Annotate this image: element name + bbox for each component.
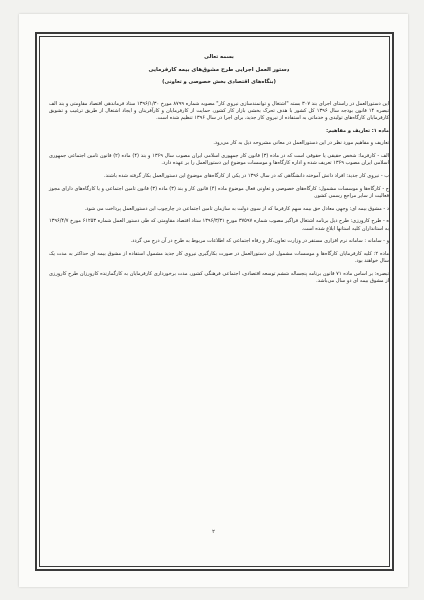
bismillah-heading: بسمه تعالی — [204, 54, 234, 60]
intro-paragraph: این دستورالعمل در راستای اجرای بند ۳۰۷ بسته "اشتغال و توانمندسازی نیروی کار" مصوبه شماره ۸۷۹۹ مورخ ۱۳۹۶/۱/۳۰ ستاد فرماندهی اقتصاد مقاومتی و بند الف تبصره ۱۴ قانون بودجه سال ۱۳۹۶ کل کشور با هدف تحرک بخشی بازار کار کشور، حمایت از کارفرمایان و کارآفرینان و ایجاد اشتغال از طریق ترغیب و تشویق کارفرمایان کارگاه‌های تولیدی و خدماتی به استفاده از نیروی کار جدید، برای اجرا در سال ۱۳۹۶ تنظیم شده است. — [49, 100, 390, 122]
document-subtitle: (بنگاه‌های اقتصادی بخش خصوصی و تعاونی) — [162, 79, 276, 86]
definition-alef: الف - کارفرما: شخص حقیقی یا حقوقی است که در ماده (۳) قانون کار جمهوری اسلامی ایران مصوب سال ۱۳۶۹ و بند (۴) ماده (۲) قانون تامین اجتماعی جمهوری اسلامی ایران مصوب ۱۳۶۹ تعریف شده و اداره کارگاه‌ها و موسسات موضوع این دستورالعمل را بر عهده دارد. — [49, 153, 389, 167]
definition-be: ب - نیروی کار جدید: افراد دانش آموخته دانشگاهی که در سال ۱۳۹۶ در یکی از کارگاه‌های موضوع این دستورالعمل بکار گرفته شده باشند. — [104, 173, 389, 180]
definition-vav: و - سامانه : سامانه نرم افزاری مستقر در وزارت تعاون،کار و رفاه اجتماعی که اطلاعات مربوط به طرح در آن درج می گردد. — [130, 238, 389, 245]
document-title: دستور العمل اجرایی طرح مشوق‌های بیمه کارفرمایی — [148, 67, 290, 74]
definition-jim: ج - کارگاه‌ها و موسسات مشمول: کارگاه‌های خصوصی و تعاونی فعال موضوع ماده (۴) قانون کار و بند (۳) ماده (۳) قانون تامین اجتماعی و یا کارگاه‌های دارای مجوز فعالیت از سایر مراجع رسمی کشور. — [49, 185, 390, 199]
note-paragraph: تبصره: بر اساس ماده ۷۱ قانون برنامه پنجساله ششم توسعه اقتصادی، اجتماعی فرهنگی کشور، مدت برخورداری کارفرمایان به کارگمارنده کارورزان طرح کارورزی از مشوق بیمه ای دو سال می‌باشد. — [49, 270, 389, 285]
article-1-heading: ماده ۱: تعاریف و مفاهیم: — [326, 127, 389, 134]
page-number: ۲ — [212, 529, 215, 535]
article-2-paragraph: ماده ۲: کلیه کارفرمایان کارگاه‌ها و موسسات مشمول این دستورالعمل در صورت بکارگیری نیروی کار جدید مشمول استفاده از مشوق بیمه ای حداکثر به مدت یک سال خواهند بود. — [49, 250, 389, 265]
definition-dal: د - مشوق بیمه ای: وجهی معادل حق بیمه سهم کارفرما که از سوی دولت به سازمان تامین اجتماعی در چارچوب این دستورالعمل پرداخت می شود. — [84, 205, 389, 212]
definition-he: ه - طرح کارورزی: طرح ذیل برنامه اشتغال فراگیر مصوب شماره ۳۷۵۹۷ مورخ ۱۳۹۶/۳/۳۱ ستاد اقتصاد مقاومتی که طی دستور العمل شماره ۶۱۲۵۳ مورخ ۱۳۹۶/۴/۷ به استانداران کلیه استانها ابلاغ شده است. — [49, 218, 389, 232]
article-1-intro: تعاریف و مفاهیم مورد نظر در این دستورالعمل در معانی مشروحه ذیل به کار می‌رود. — [213, 140, 389, 147]
document-body — [49, 54, 389, 291]
document-page — [19, 14, 408, 587]
